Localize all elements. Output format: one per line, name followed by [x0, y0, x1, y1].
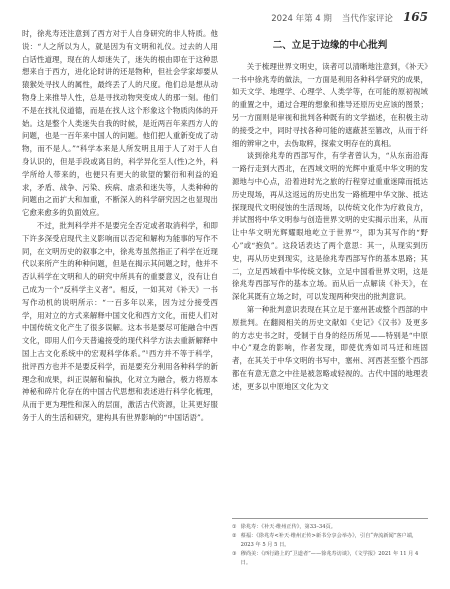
footnote-text: 穆尚美：《西行路上的“卫道者”——徐兆寿访谈》，《文学报》2021 年 11 月 4 日。	[240, 551, 419, 566]
footnote	[232, 532, 428, 550]
footnote-mark: ①	[232, 524, 237, 530]
issue-label: 2024 年第 4 期	[271, 14, 332, 24]
page-number: 165	[402, 10, 428, 24]
body-paragraph: 谈到徐兆寿的西部写作，有学者曾认为，“从东南沿海一路行走到大西北，在西域文明的光辉中重觅中华文明的发源地与中心点，沿着进时光之旅的行程穿过重重迷障而抵达历史现场，再从这返远的历史出发一路梳理中华文脉、抵达探现现代文明侵蚀的生活现场，以传统文化作为疗救良方，并试图将中华文明参与创造世界文明的史实揭示出来，从而让中华文明光辉耀眼地屹立于世界”²，即为其写作的“野心”或“抱负”。这段话表达了两个意思：其一，从现实到历史，再从历史到现实，这是徐兆寿西部写作的基本思路；其二，立足西域看中华传统文脉，立足中国看世界文明，这是徐兆寿西部写作的基本立场。而从后一点解读《补天》，在深化其既有立场之时，可以发现两种突出的批判意识。	[232, 151, 428, 302]
footnote	[232, 550, 428, 568]
footnote-text: 蔡福：《徐兆寿<补天·维州正传>新书分享会举办》，引自“奔流新闻”客户端，2023 年 5 月 5 日。	[240, 533, 418, 548]
footnote	[232, 523, 428, 532]
section-title: 二、立足于边缘的中心批判	[272, 40, 388, 51]
body-paragraph: 关于梳理世界文明史，读者可以清晰地注意到，《补天》一书中徐兆寿的做法，一方面是利用各种科学研究的成果，如天文学、地理学、心理学、人类学等，在可能的原初视域的重置之中，通过合理的想象和推导还原历史应该的图景；另一方面则是审视和批判各种既有的文学描述，在积极主动的接受之中，同时寻找各种可能的遮蔽甚至篡改，从而于纤细的辨审之中，去伪取粹，探索文明存在的真相。	[232, 61, 428, 148]
journal-name: 当代作家评论	[341, 14, 393, 24]
footnote-text: 徐兆寿：《补天·维州正传》，第33–34页。	[240, 524, 336, 530]
body-paragraph: 第一种批判意识表现在其立足于塞州甚或整个西部的中原批判。在翻阅相关的历史文献如《史记》《汉书》及更多的方志史书之时，受制于自身的经历所见——特别是“中原中心”观念的影响，作者发现，即使优秀如司马迁和班固者，在其关于中华文明的书写中，塞州、河西甚至整个西部都在有意无意之中往是被忽略或轻视的。古代中国的地理表述，更多以中原地区文化为文	[232, 304, 428, 391]
footnote-mark: ③	[232, 551, 237, 557]
footnote-mark: ②	[232, 533, 237, 539]
right-column	[232, 40, 428, 394]
body-paragraph: 不过，批判科学并不是要完全否定或者取消科学，和即下许多深受启现代主义影响而以否定和解构为能事的写作不同，在文明历史的叙事之中，徐兆寿虽然指正了科学在近现代以来所产生的种种问题，但是在揭示其问题之时，他并不否认科学在文明和人的研究中所具有的重要意义，没有让自己成为一个“反科学主义者”。相反，一如其对《补天》一书写作动机的说明所示：“一百多年以来，因为过分接受西学，用对立的方式来解释中国文化和西方文化，而使人们对中国传统文化产生了很多误解。这本书是要尽可能融合中西文化，即用人们今天普遍接受的现代科学方法去重新解释中国上古文化系统中的宏观科学体系。”¹西方并不等于科学，批评西方也并不是要反科学，而是要充分利用各种科学的新理念和成果，纠正误解和偏执，化对立为融合，极力将原本神秘和碎片化存在的中国古代思想和表述进行科学化梳理，从而于更为理性和深入的层面，激活古代资源，让其更好服务于人的生活和研究，建构具有世界影响的“中国话语”。	[22, 220, 218, 422]
left-column	[22, 28, 218, 425]
body-paragraph: 时，徐兆寿还注意到了西方对于人自身研究的非人特质。他说：“人之所以为人，就是因为有文明和礼仪。过去的人用白话性道理，现在的人却迷失了，迷失的根由即在于这种思想来自于西方，进化论时讲的还是物种，但社会学家却要从猿猴处寻找人的属性，最终丢了人的尺度。他们总是想从动物身上来推导人性，总是寻找动物突变成人的那一刻。他们不是在找礼仪道德，而是在找人这个形象这个物质肉体的开始。这是整个人类迷失自我的时候，是近两百年来西方人的问题，也是一百年来中国人的问题。他们把人重新变成了动物，而不是人。”“科学本来是人所发明且用于人了对于人自身认识的，但是手段或离目的，科学异化至人(性)之外，科学所给人带来的，也便只有更大的欲望的繁衍和利益的追求，矛盾、战争、污染、疾病、虐杀和迷失等，人类种种的问题由之而扩大和加重，不断深入的科学研究因之也显现出它愈来愈多的负面效应。	[22, 29, 218, 218]
running-header	[271, 10, 428, 24]
footnotes	[232, 518, 428, 568]
